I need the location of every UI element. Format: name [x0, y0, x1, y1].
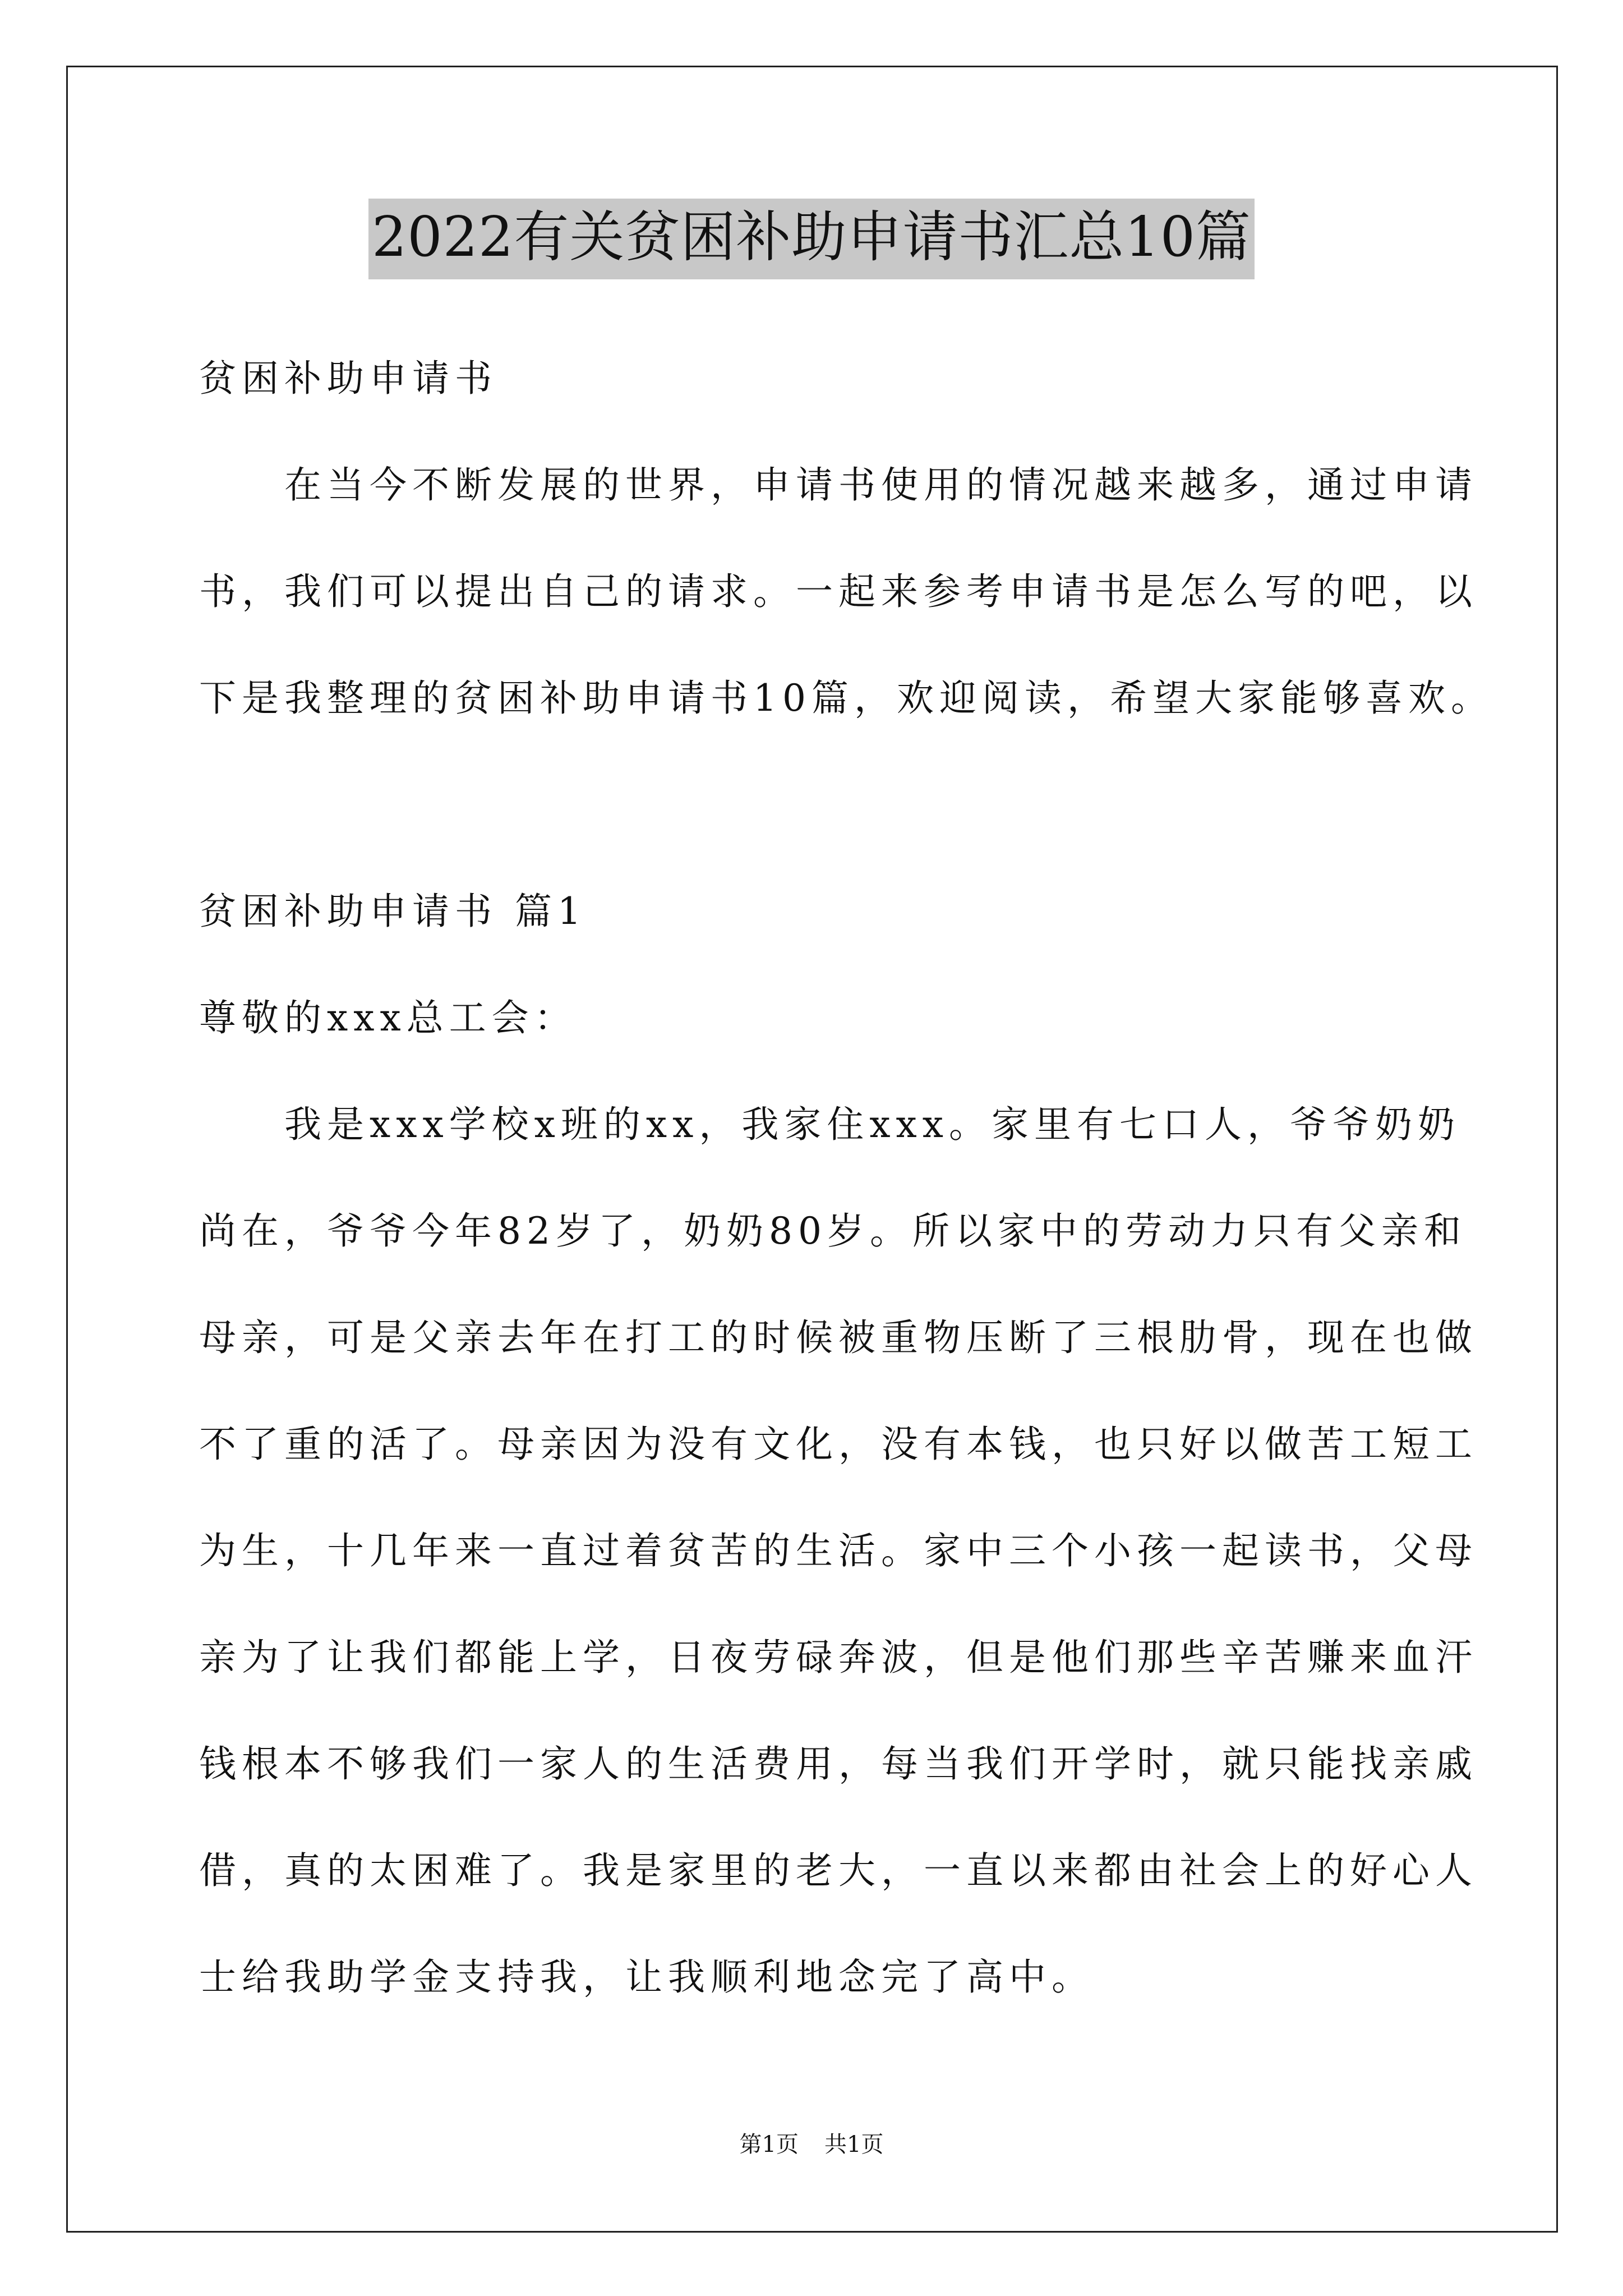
page-total: 共1页 [824, 2132, 884, 2157]
paragraph-line: 士给我助学金支持我，让我顺利地念完了高中。 [199, 1955, 1094, 1999]
paragraph-line: 我是xxx学校x班的xx，我家住xxx。家里有七口人，爷爷奶奶 [199, 1103, 1460, 1146]
paragraph-line: 下是我整理的贫困补助申请书10篇，欢迎阅读，希望大家能够喜欢。 [199, 677, 1493, 720]
paragraph-line: 不了重的活了。母亲因为没有文化，没有本钱，也只好以做苦工短工 [199, 1423, 1478, 1466]
paragraph-line: 尚在，爷爷今年82岁了，奶奶80岁。所以家中的劳动力只有父亲和 [199, 1209, 1467, 1253]
paragraph-line: 亲为了让我们都能上学，日夜劳碌奔波，但是他们那些辛苦赚来血汗 [199, 1636, 1478, 1679]
page-footer [0, 2129, 1623, 2160]
paragraph-line: 借，真的太困难了。我是家里的老大，一直以来都由社会上的好心人 [199, 1849, 1478, 1892]
section-heading: 贫困补助申请书 [199, 357, 497, 400]
page-number: 第1页 [739, 2132, 799, 2157]
paragraph-line: 书，我们可以提出自己的请求。一起来参考申请书是怎么写的吧，以 [199, 570, 1478, 613]
document-title: 2022有关贫困补助申请书汇总10篇 [368, 199, 1255, 279]
paragraph-line: 母亲，可是父亲去年在打工的时候被重物压断了三根肋骨，现在也做 [199, 1316, 1478, 1359]
title-container [0, 199, 1623, 279]
paragraph-line: 在当今不断发展的世界，申请书使用的情况越来越多，通过申请 [199, 463, 1478, 507]
paragraph-line: 钱根本不够我们一家人的生活费用，每当我们开学时，就只能找亲戚 [199, 1742, 1478, 1786]
section-heading: 贫困补助申请书 篇1 [199, 890, 587, 933]
salutation: 尊敬的xxx总工会： [199, 996, 577, 1039]
paragraph-line: 为生，十几年来一直过着贫苦的生活。家中三个小孩一起读书，父母 [199, 1529, 1478, 1572]
